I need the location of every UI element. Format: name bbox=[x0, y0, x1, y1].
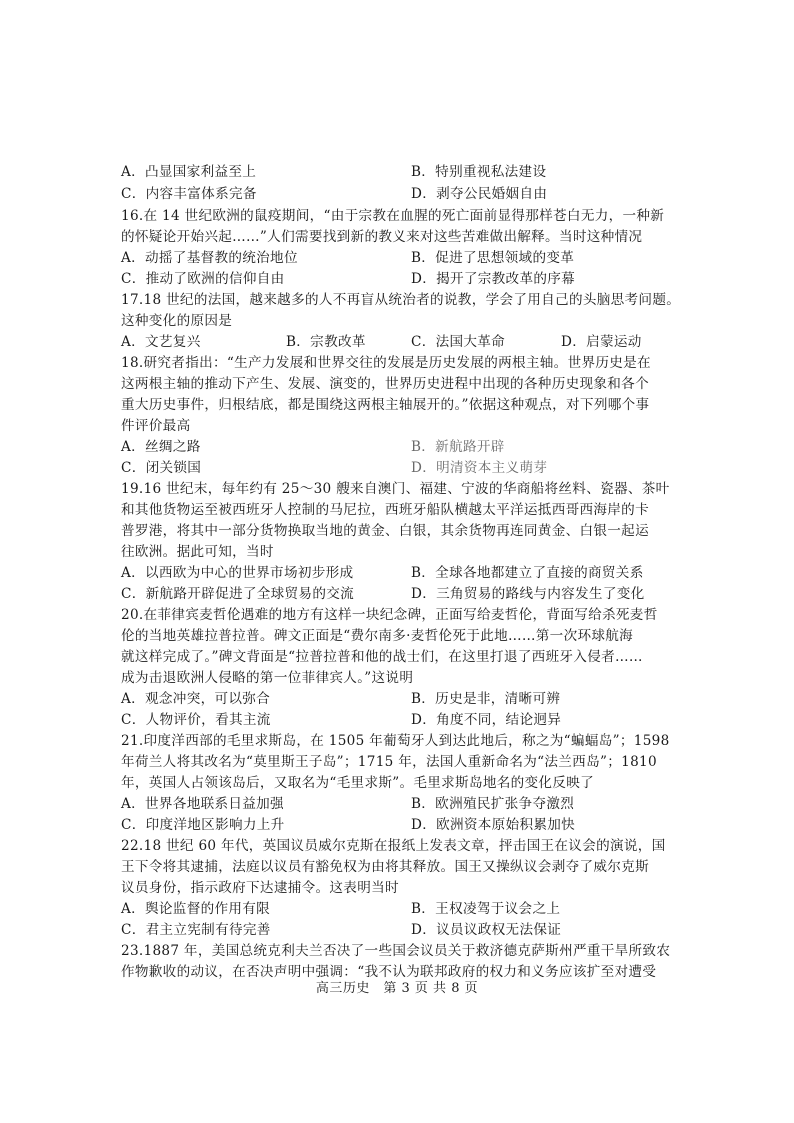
q18-stem-line-2: 这两根主轴的推动下产生、发展、演变的，世界历史进程中出现的各种历史现象和各个 bbox=[121, 376, 649, 392]
q20-stem-line-1: 20.在菲律宾麦哲伦遇难的地方有这样一块纪念碑，正面写给麦哲伦，背面写给杀死麦哲 bbox=[121, 607, 658, 623]
q19-stem-line-4: 往欧洲。据此可知，当时 bbox=[121, 544, 274, 560]
q22-option-d: D．议员议政权无法保证 bbox=[411, 922, 562, 938]
q15-option-c: C．内容丰富体系完备 bbox=[121, 186, 257, 202]
q16-option-b: B．促进了思想领域的变革 bbox=[411, 250, 575, 266]
q20-stem-line-2: 伦的当地英雄拉普拉普。碑文正面是“费尔南多·麦哲伦死于此地……第一次环球航海 bbox=[121, 628, 634, 644]
q21-stem-line-1: 21.印度洋西部的毛里求斯岛，在 1505 年葡萄牙人到达此地后，称之为“蝙蝠岛”；1598 bbox=[121, 733, 670, 749]
q18-option-a: A．丝绸之路 bbox=[121, 439, 201, 455]
q21-option-d: D．欧洲资本原始积累加快 bbox=[411, 817, 576, 833]
q16-option-a: A．动摇了基督教的统治地位 bbox=[121, 250, 298, 266]
q20-option-c: C．人物评价，看其主流 bbox=[121, 712, 271, 728]
q19-stem-line-1: 19.16 世纪末，每年约有 25～30 艘来自澳门、福建、宁波的华商船将丝料、瓷器、茶叶 bbox=[121, 481, 670, 497]
q22-stem-line-3: 议员身份，指示政府下达逮捕令。这表明当时 bbox=[121, 880, 399, 896]
q15-option-b: B．特别重视私法建设 bbox=[411, 164, 547, 180]
q20-option-a: A．观念冲突，可以弥合 bbox=[121, 691, 271, 707]
q22-option-b: B．王权凌驾于议会之上 bbox=[411, 901, 561, 917]
q18-option-c: C．闭关锁国 bbox=[121, 460, 202, 476]
q15-option-d: D．剥夺公民婚姻自由 bbox=[411, 186, 548, 202]
q22-option-a: A．舆论监督的作用有限 bbox=[121, 901, 271, 917]
q20-option-d: D．角度不同，结论迥异 bbox=[411, 712, 562, 728]
q21-option-c: C．印度洋地区影响力上升 bbox=[121, 817, 285, 833]
q21-stem-line-2: 年荷兰人将其改名为“莫里斯王子岛”；1715 年，法国人重新命名为“法兰西岛”；1810 bbox=[121, 754, 657, 770]
q17-stem-line-2: 这种变化的原因是 bbox=[121, 313, 233, 329]
q15-option-a: A．凸显国家利益至上 bbox=[121, 164, 257, 180]
q21-option-b: B．欧洲殖民扩张争夺激烈 bbox=[411, 796, 575, 812]
q20-stem-line-3: 就这样完成了。”碑文背面是“拉普拉普和他的战士们，在这里打退了西班牙入侵者…… bbox=[121, 649, 643, 665]
q16-option-c: C．推动了欧洲的信仰自由 bbox=[121, 271, 285, 287]
q20-stem-line-4: 成为击退欧洲人侵略的第一位菲律宾人。”这说明 bbox=[121, 670, 414, 686]
q18-option-d: D．明清资本主义萌芽 bbox=[411, 460, 548, 476]
page-footer: 高三历史 第 3 页 共 8 页 bbox=[315, 981, 479, 996]
q19-option-b: B．全球各地都建立了直接的商贸关系 bbox=[411, 565, 644, 581]
q16-stem-line-2: 的怀疑论开始兴起……”人们需要找到新的教义来对这些苦难做出解释。当时这种情况 bbox=[121, 229, 643, 245]
q16-stem-line-1: 16.在 14 世纪欧洲的鼠疫期间，“由于宗教在血腥的死亡面前显得那样苍白无力，一种新 bbox=[121, 208, 665, 224]
q16-option-d: D．揭开了宗教改革的序幕 bbox=[411, 271, 576, 287]
q22-stem-line-2: 王下令将其逮捕，法庭以议员有豁免权为由将其释放。国王又操纵议会剥夺了威尔克斯 bbox=[121, 859, 649, 875]
q22-stem-line-1: 22.18 世纪 60 年代，英国议员威尔克斯在报纸上发表文章，抨击国王在议会的演说，国 bbox=[121, 838, 666, 854]
q17-option-a: A．文艺复兴 bbox=[121, 334, 201, 350]
q19-option-c: C．新航路开辟促进了全球贸易的交流 bbox=[121, 586, 354, 602]
q18-option-b: B．新航路开辟 bbox=[411, 439, 505, 455]
q19-stem-line-3: 普罗港，将其中一部分货物换取当地的黄金、白银，其余货物再连同黄金、白银一起运 bbox=[121, 523, 649, 539]
q17-option-d: D．启蒙运动 bbox=[561, 334, 642, 350]
q21-stem-line-3: 年，英国人占领该岛后，又取名为“毛里求斯”。毛里求斯岛地名的变化反映了 bbox=[121, 775, 594, 791]
q23-stem-line-2: 作物歉收的动议，在否决声明中强调：“我不认为联邦政府的权力和义务应该扩至对遭受 bbox=[121, 964, 657, 980]
q17-stem-line-1: 17.18 世纪的法国，越来越多的人不再盲从统治者的说教，学会了用自己的头脑思考问题。 bbox=[121, 292, 681, 308]
q17-option-b: B．宗教改革 bbox=[286, 334, 366, 350]
q20-option-b: B．历史是非，清晰可辨 bbox=[411, 691, 561, 707]
q22-option-c: C．君主立宪制有待完善 bbox=[121, 922, 271, 938]
q17-option-c: C．法国大革命 bbox=[411, 334, 506, 350]
q18-stem-line-3: 重大历史事件，归根结底，都是围绕这两根主轴展开的。”依据这种观点，对下列哪个事 bbox=[121, 397, 650, 413]
q19-stem-line-2: 和其他货物运至被西班牙人控制的马尼拉，西班牙船队横越太平洋运抵西哥西海岸的卡 bbox=[121, 502, 649, 518]
q19-option-a: A．以西欧为中心的世界市场初步形成 bbox=[121, 565, 354, 581]
q23-stem-line-1: 23.1887 年，美国总统克利夫兰否决了一些国会议员关于救济德克萨斯州严重干旱所致农 bbox=[121, 943, 671, 959]
q18-stem-line-4: 件评价最高 bbox=[121, 418, 191, 434]
q21-option-a: A．世界各地联系日益加强 bbox=[121, 796, 284, 812]
q19-option-d: D．三角贸易的路线与内容发生了变化 bbox=[411, 586, 645, 602]
q18-stem-line-1: 18.研究者指出：“生产力发展和世界交往的发展是历史发展的两根主轴。世界历史是在 bbox=[121, 355, 651, 371]
